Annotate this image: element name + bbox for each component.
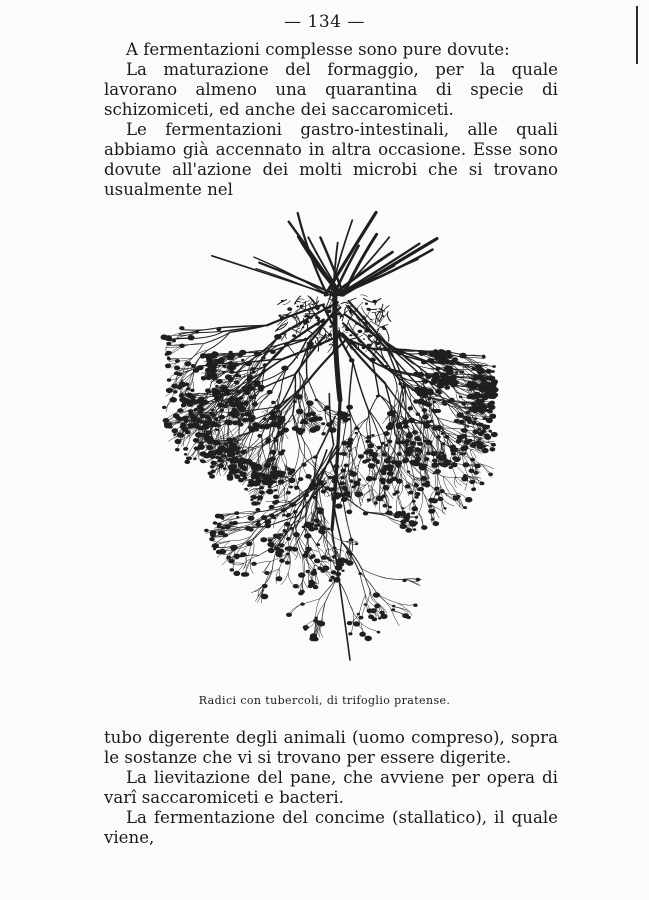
roots-drawing — [160, 200, 500, 680]
paragraph-cheese-ripening: La maturazione del formaggio, per la quale lavorano almeno una quarantina di specie di schizomiceti, ed anche dei saccaromiceti. — [104, 60, 558, 119]
paragraph-manure-fermentation: La fermentazione del concime (stallatico), il quale viene, — [104, 808, 558, 847]
paragraph-complex-fermentations: A fermentazioni complesse sono pure dovute: — [126, 40, 510, 59]
paragraph-bread-leavening: La lievitazione del pane, che avviene per opera di varî saccaromiceti e bacteri. — [104, 768, 558, 807]
top-text-block — [104, 40, 558, 200]
figure-caption: Radici con tubercoli, di trifoglio pratense. — [198, 694, 451, 707]
page-number: — 134 — — [284, 12, 365, 32]
bottom-text-block — [104, 728, 558, 848]
paragraph-digestive-tube: tubo digerente degli animali (uomo compreso), sopra le sostanze che vi si trovano per essere digerite. — [104, 728, 558, 767]
clover-roots-illustration — [160, 200, 500, 680]
paragraph-gastro-intestinal: Le fermentazioni gastro-intestinali, alle quali abbiamo già accennato in altra occasione. Esse sono dovute all'azione dei molti microbi che si trovano usualmente nel — [104, 120, 558, 199]
